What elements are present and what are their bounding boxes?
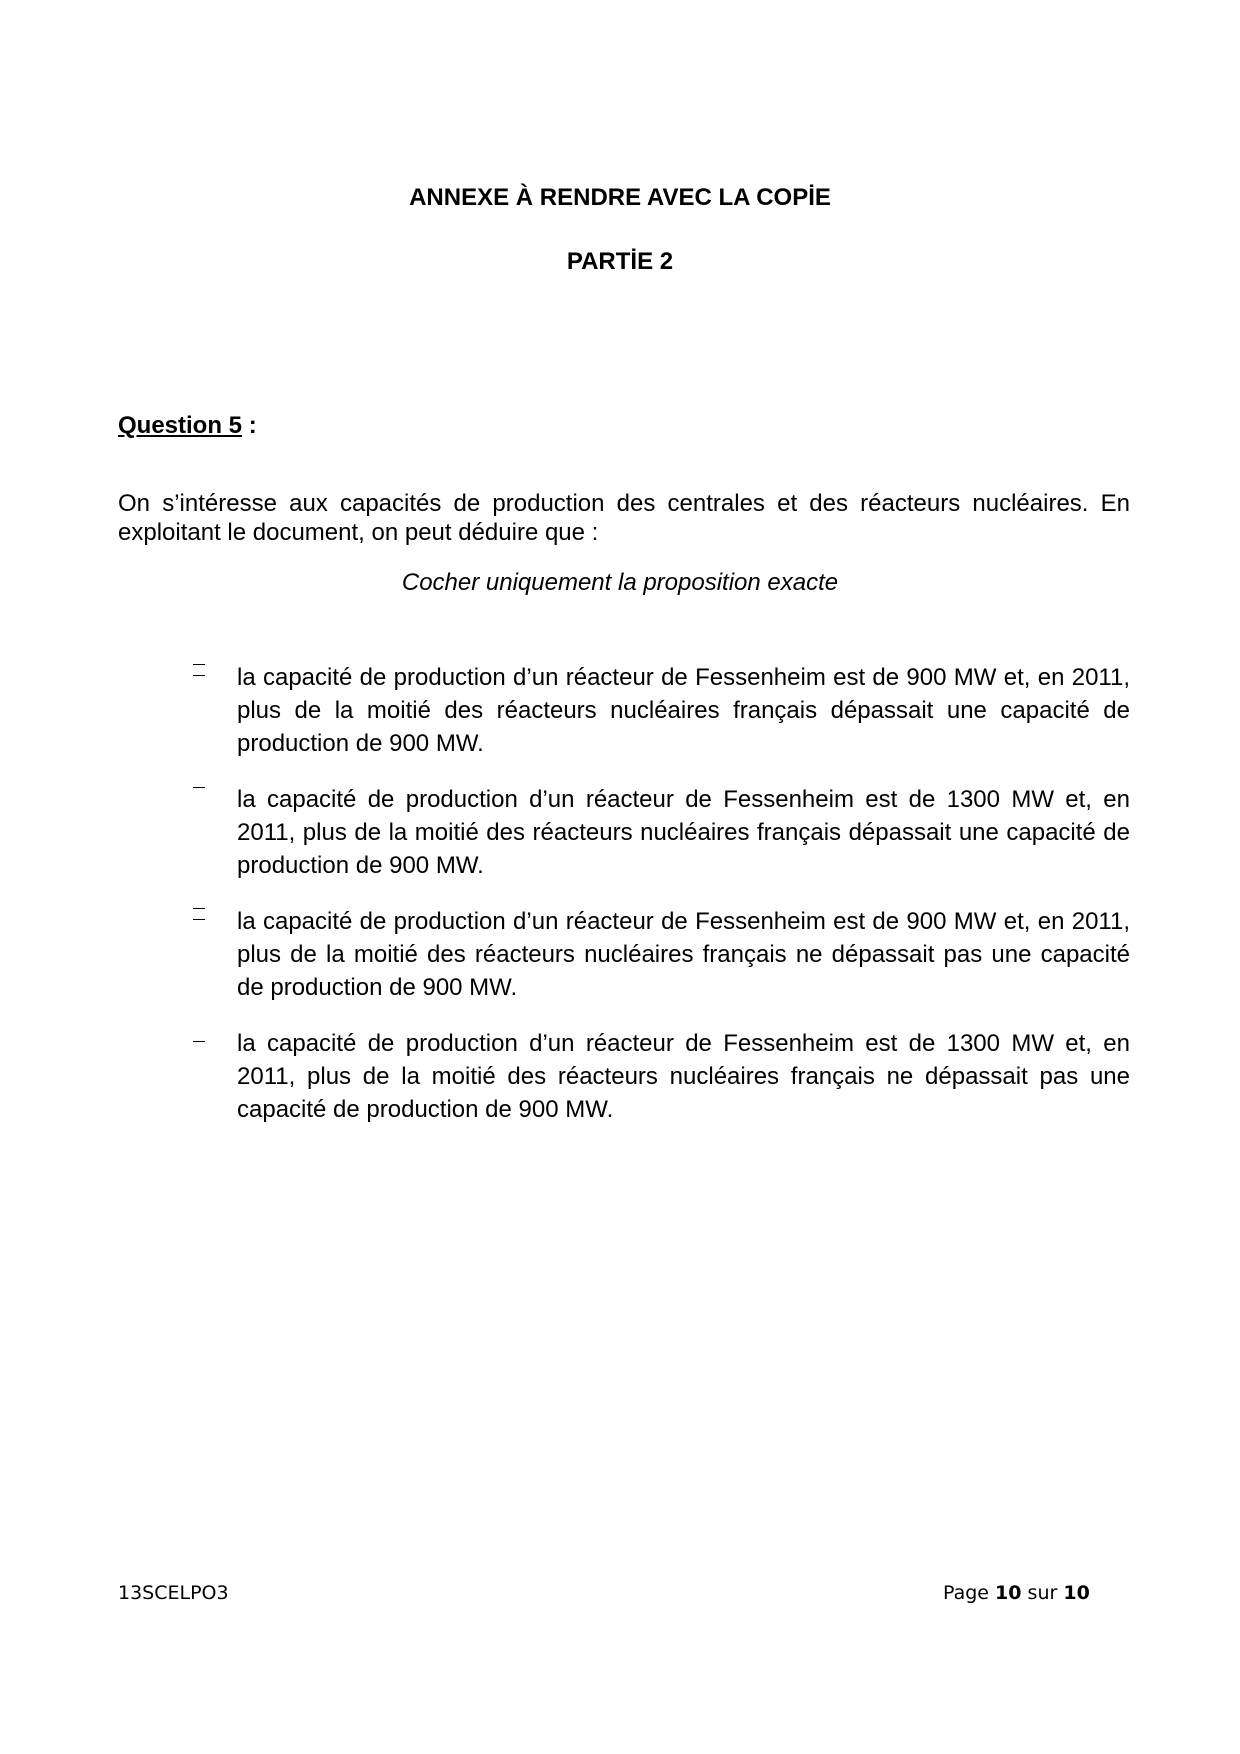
part-title: PARTİE 2 (566, 248, 674, 275)
page-current: 10 (995, 1582, 1022, 1604)
answer-option-text: la capacité de production d’un réacteur de Fessenheim est de 900 MW et, en 2011, plus de la moitié des réacteurs nucléaires français ne dépassait pas une capacité de production de 900 MW. (237, 908, 1130, 1001)
answer-option-text: la capacité de production d’un réacteur de Fessenheim est de 1300 MW et, en 2011, plus de la moitié des réacteurs nucléaires français ne dépassait pas une capacité de production de 900 MW. (237, 1030, 1130, 1123)
question-heading (118, 412, 257, 440)
page-total: 10 (1063, 1582, 1090, 1604)
question-label: Question 5 (118, 412, 243, 439)
answer-option-text: la capacité de production d’un réacteur de Fessenheim est de 1300 MW et, en 2011, plus de la moitié des réacteurs nucléaires français dépassait une capacité de production de 900 MW. (237, 786, 1130, 879)
page-prefix: Page (943, 1582, 996, 1604)
annex-title: ANNEXE À RENDRE AVEC LA COPİE (409, 184, 831, 211)
question-intro: On s’intéresse aux capacités de production des centrales et des réacteurs nucléaires. En exploitant le document, on peut déduire que : (118, 490, 1130, 546)
question-label-suffix: : (242, 412, 257, 439)
footer-document-code: 13SCELPO3 (118, 1582, 229, 1604)
answer-option-text: la capacité de production d’un réacteur de Fessenheim est de 900 MW et, en 2011, plus de la moitié des réacteurs nucléaires français dépassait une capacité de production de 900 MW. (237, 664, 1130, 757)
question-instruction: Cocher uniquement la proposition exacte (401, 569, 839, 596)
page-separator: sur (1021, 1582, 1064, 1604)
footer-page-number (943, 1582, 1090, 1604)
